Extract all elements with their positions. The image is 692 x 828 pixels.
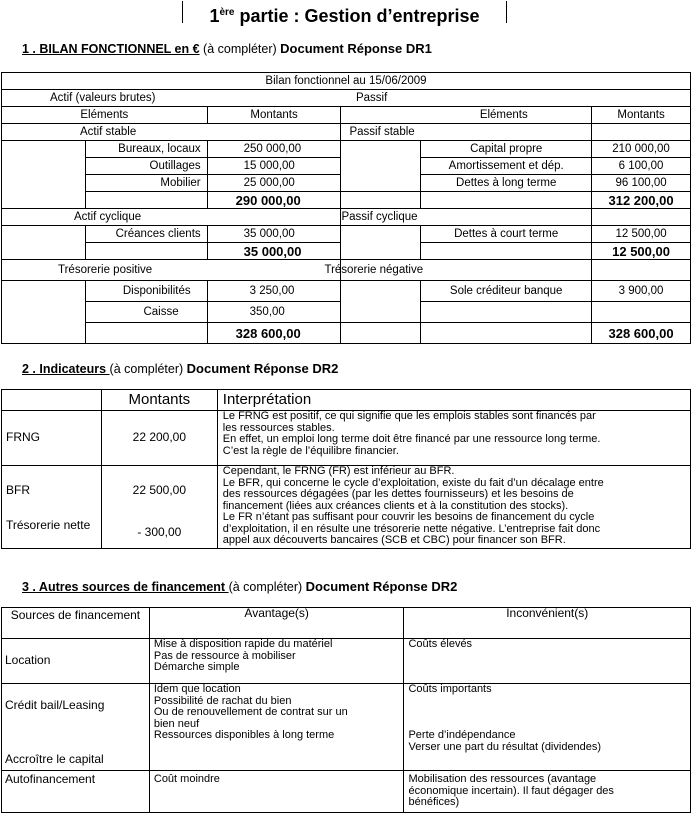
passif-header: Passif <box>341 90 691 107</box>
col-avantages: Avantage(s) <box>149 608 404 639</box>
passif-value: 96 100,00 <box>592 175 691 192</box>
autof-inconvenients: Mobilisation des ressources (avantage économique incertain). Il faut dégager des bénéfices) <box>404 771 691 813</box>
total-actif-stable: 290 000,00 <box>207 192 341 209</box>
col-montants-actif: Montants <box>207 107 341 124</box>
col-elements-passif: Eléments <box>341 107 592 124</box>
col-elements-actif: Eléments <box>2 107 208 124</box>
tresorerie-negative-label: Trésorerie négative <box>341 260 592 281</box>
actif-value: 35 000,00 <box>207 226 341 243</box>
capital-inconvenients: Perte d’indépendance Verser une part du résultat (dividendes) <box>404 730 691 771</box>
passif-row: Dettes à court terme <box>421 226 592 243</box>
actif-cyclique-label: Actif cyclique <box>2 209 341 226</box>
indicator-value: 22 200,00 <box>101 411 217 466</box>
actif-value: 25 000,00 <box>207 175 341 192</box>
actif-row: Disponibilités <box>85 281 207 302</box>
col-interpretation: Interprétation <box>217 390 690 411</box>
bfr-treso-values: 22 500,00 - 300,00 <box>101 466 217 549</box>
passif-row: Amortissement et dép. <box>421 158 592 175</box>
tresorerie-positive-label: Trésorerie positive <box>2 260 341 281</box>
actif-row: Outillages <box>85 158 207 175</box>
bfr-interpretation: Cependant, le FRNG (FR) est inférieur au BFR. Le BFR, qui concerne le cycle d’exploitation, existe du fait d’un décalage entre des ressources dégagées (par les dettes fournisseurs) et les besoins de financement (liées aux créances clients et à la constitution des stocks). <box>217 466 690 513</box>
passif-value: 12 500,00 <box>592 226 691 243</box>
section-3-heading: 3 . Autres sources de financement (à compléter) Document Réponse DR2 <box>22 579 458 594</box>
source-location: Location <box>2 639 150 684</box>
actif-value: 3 250,00 <box>207 281 341 302</box>
indicateurs-table <box>1 389 691 549</box>
col-sources: Sources de financement <box>2 608 150 639</box>
col-inconvenients: Inconvénient(s) <box>404 608 691 639</box>
bilan-caption: Bilan fonctionnel au 15/06/2009 <box>2 73 691 90</box>
autof-avantages: Coût moindre <box>149 771 404 813</box>
col-montants: Montants <box>101 390 217 411</box>
source-autofinancement: Autofinancement <box>2 771 150 813</box>
bilan-table <box>1 72 691 344</box>
actif-value: 250 000,00 <box>207 141 341 158</box>
passif-value: 210 000,00 <box>592 141 691 158</box>
actif-row: Caisse <box>85 302 207 323</box>
section-2-heading: 2 . Indicateurs (à compléter) Document Réponse DR2 <box>22 361 339 376</box>
actif-row: Créances clients <box>85 226 207 243</box>
passif-stable-label: Passif stable <box>341 124 592 141</box>
location-inconvenients: Coûts élevés <box>404 639 691 684</box>
actif-row: Mobilier <box>85 175 207 192</box>
credit-avantages: Idem que location Possibilité de rachat du bien Ou de renouvellement de contrat sur un bien neuf <box>149 684 404 731</box>
actif-header: Actif (valeurs brutes) <box>2 90 341 107</box>
total-passif-stable: 312 200,00 <box>592 192 691 209</box>
col-montants-passif: Montants <box>592 107 691 124</box>
actif-value: 15 000,00 <box>207 158 341 175</box>
treso-interpretation: Le FR n’étant pas suffisant pour couvrir les besoins de financement du cycle d’exploitation, il en résulte une trésorerie nette négative. L’entreprise fait donc appel aux découverts bancaires (SCB et CBC) pour financer son BFR. <box>217 512 690 549</box>
passif-row: Capital propre <box>421 141 592 158</box>
passif-row: Dettes à long terme <box>421 175 592 192</box>
actif-row: Bureaux, locaux <box>85 141 207 158</box>
passif-cyclique-label: Passif cyclique <box>341 209 592 226</box>
frng-interpretation: Le FRNG est positif, ce qui signifie que les emplois stables sont financés par les ressources stables. En effet, un emploi long terme doit être financé par une ressource long terme. C’est la règle de l’équilibre financier. <box>217 411 690 466</box>
passif-value: 3 900,00 <box>592 281 691 302</box>
location-avantages: Mise à disposition rapide du matériel Pas de ressource à mobiliser Démarche simple <box>149 639 404 684</box>
credit-capital-labels: Crédit bail/Leasing Accroître le capital <box>2 684 150 771</box>
passif-value: 6 100,00 <box>592 158 691 175</box>
indicator-label: FRNG <box>2 411 102 466</box>
bfr-treso-labels: BFR Trésorerie nette <box>2 466 102 549</box>
section-1-heading: 1 . BILAN FONCTIONNEL en € (à compléter) Document Réponse DR1 <box>22 41 432 56</box>
passif-row: Sole créditeur banque <box>421 281 592 302</box>
sources-table <box>1 607 691 813</box>
total-passif-cyclique: 12 500,00 <box>592 243 691 260</box>
total-actif: 328 600,00 <box>207 323 341 344</box>
total-actif-cyclique: 35 000,00 <box>207 243 341 260</box>
credit-inconvenients: Coûts importants <box>404 684 691 731</box>
actif-value: 350,00 <box>207 302 341 323</box>
page-title: 1ère partie : Gestion d’entreprise <box>182 1 507 23</box>
total-passif: 328 600,00 <box>592 323 691 344</box>
capital-avantages: Ressources disponibles à long terme <box>149 730 404 771</box>
actif-stable-label: Actif stable <box>2 124 341 141</box>
